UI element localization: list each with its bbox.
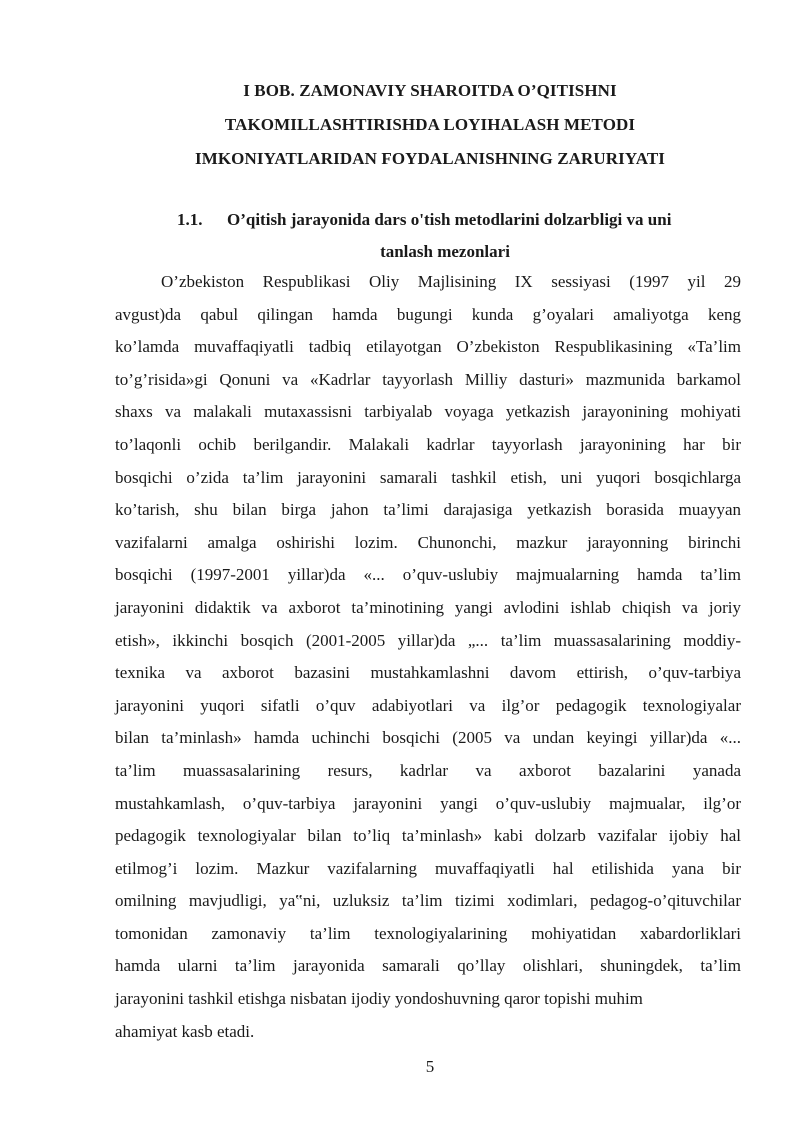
paragraph-line: texnika va axborot bazasini mustahkamlashni davom ettirish, o’quv-tarbiya [115, 663, 741, 683]
paragraph-line: O’zbekiston Respublikasi Oliy Majlisining IX sessiyasi (1997 yil 29 [161, 272, 741, 291]
paragraph-line: hamda ularni ta’lim jarayonida samarali qo’llay olishlari, shuningdek, ta’lim [115, 956, 741, 976]
paragraph-line: bosqichi (1997-2001 yillar)da «... o’quv-uslubiy majmualarning hamda ta’lim [115, 565, 741, 585]
body-paragraph [115, 266, 741, 1048]
paragraph-line: avgust)da qabul qilingan hamda bugungi kunda g’oyalari amaliyotga keng [115, 304, 741, 324]
paragraph-line: jarayonini didaktik va axborot ta’minotining yangi avlodini ishlab chiqish va joriy [115, 597, 741, 617]
paragraph-line: omilning mavjudligi, ya‟ni, uzluksiz ta’lim tizimi xodimlari, pedagog-o’qituvchilar [115, 891, 741, 911]
section-title-line: O’qitish jarayonida dars o'tish metodlarini dolzarbligi va uni [227, 210, 672, 229]
paragraph-line: shaxs va malakali mutaxassisni tarbiyalab voyaga yetkazish jarayonining mohiyati [115, 402, 741, 422]
section-heading [115, 204, 755, 268]
paragraph-line: ahamiyat kasb etadi. [115, 1021, 255, 1041]
paragraph-line: vazifalarni amalga oshirishi lozim. Chunonchi, mazkur jarayonning birinchi [115, 532, 741, 552]
paragraph-line: tomonidan zamonaviy ta’lim texnologiyalarining mohiyatidan xabardorliklari [115, 923, 741, 943]
paragraph-line: jarayonini tashkil etishga nisbatan ijodiy yondoshuvning qaror topishi muhim [115, 989, 643, 1009]
chapter-title-line: IMKONIYATLARIDAN FOYDALANISHNING ZARURIYATI [195, 149, 665, 168]
paragraph-line: etilmog’i lozim. Mazkur vazifalarning muvaffaqiyatli hal etilishida yana bir [115, 858, 741, 878]
page-number: 5 [425, 1057, 435, 1076]
paragraph-line: to’g’risida»gi Qonuni va «Kadrlar tayyorlash Milliy dasturi» mazmunida barkamol [115, 369, 741, 389]
section-title-line: tanlash mezonlari [380, 242, 510, 261]
paragraph-line: ko’lamda muvaffaqiyatli tadbiq etilayotgan O’zbekiston Respublikasining «Ta’lim [115, 337, 741, 357]
paragraph-line: to’laqonli ochib berilgandir. Malakali kadrlar tayyorlash jarayonining har bir [115, 434, 741, 454]
paragraph-line: bilan ta’minlash» hamda uchinchi bosqichi (2005 va undan keyingi yillar)da «... [115, 728, 741, 748]
section-number: 1.1. [177, 210, 203, 229]
paragraph-line: ko’tarish, shu bilan birga jahon ta’limi darajasiga yetkazish borasida muayyan [115, 500, 741, 520]
paragraph-line: ta’lim muassasalarining resurs, kadrlar va axborot bazalarini yanada [115, 760, 741, 780]
paragraph-line: pedagogik texnologiyalar bilan to’liq ta’minlash» kabi dolzarb vazifalar ijobiy hal [115, 826, 741, 846]
chapter-title-line: TAKOMILLASHTIRISHDA LOYIHALASH METODI [224, 115, 636, 134]
paragraph-line: etish», ikkinchi bosqich (2001-2005 yillar)da „... ta’lim muassasalarining moddiy- [115, 630, 741, 650]
paragraph-line: bosqichi o’zida ta’lim jarayonini samarali tashkil etish, uni yuqori bosqichlarga [115, 467, 741, 487]
chapter-title [100, 74, 760, 176]
chapter-title-line: I BOB. ZAMONAVIY SHAROITDA O’QITISHNI [243, 81, 617, 100]
paragraph-line: jarayonini yuqori sifatli o’quv adabiyotlari va ilg’or pedagogik texnologiyalar [115, 695, 741, 715]
paragraph-line: mustahkamlash, o’quv-tarbiya jarayonini yangi o’quv-uslubiy majmualar, ilg’or [115, 793, 741, 813]
